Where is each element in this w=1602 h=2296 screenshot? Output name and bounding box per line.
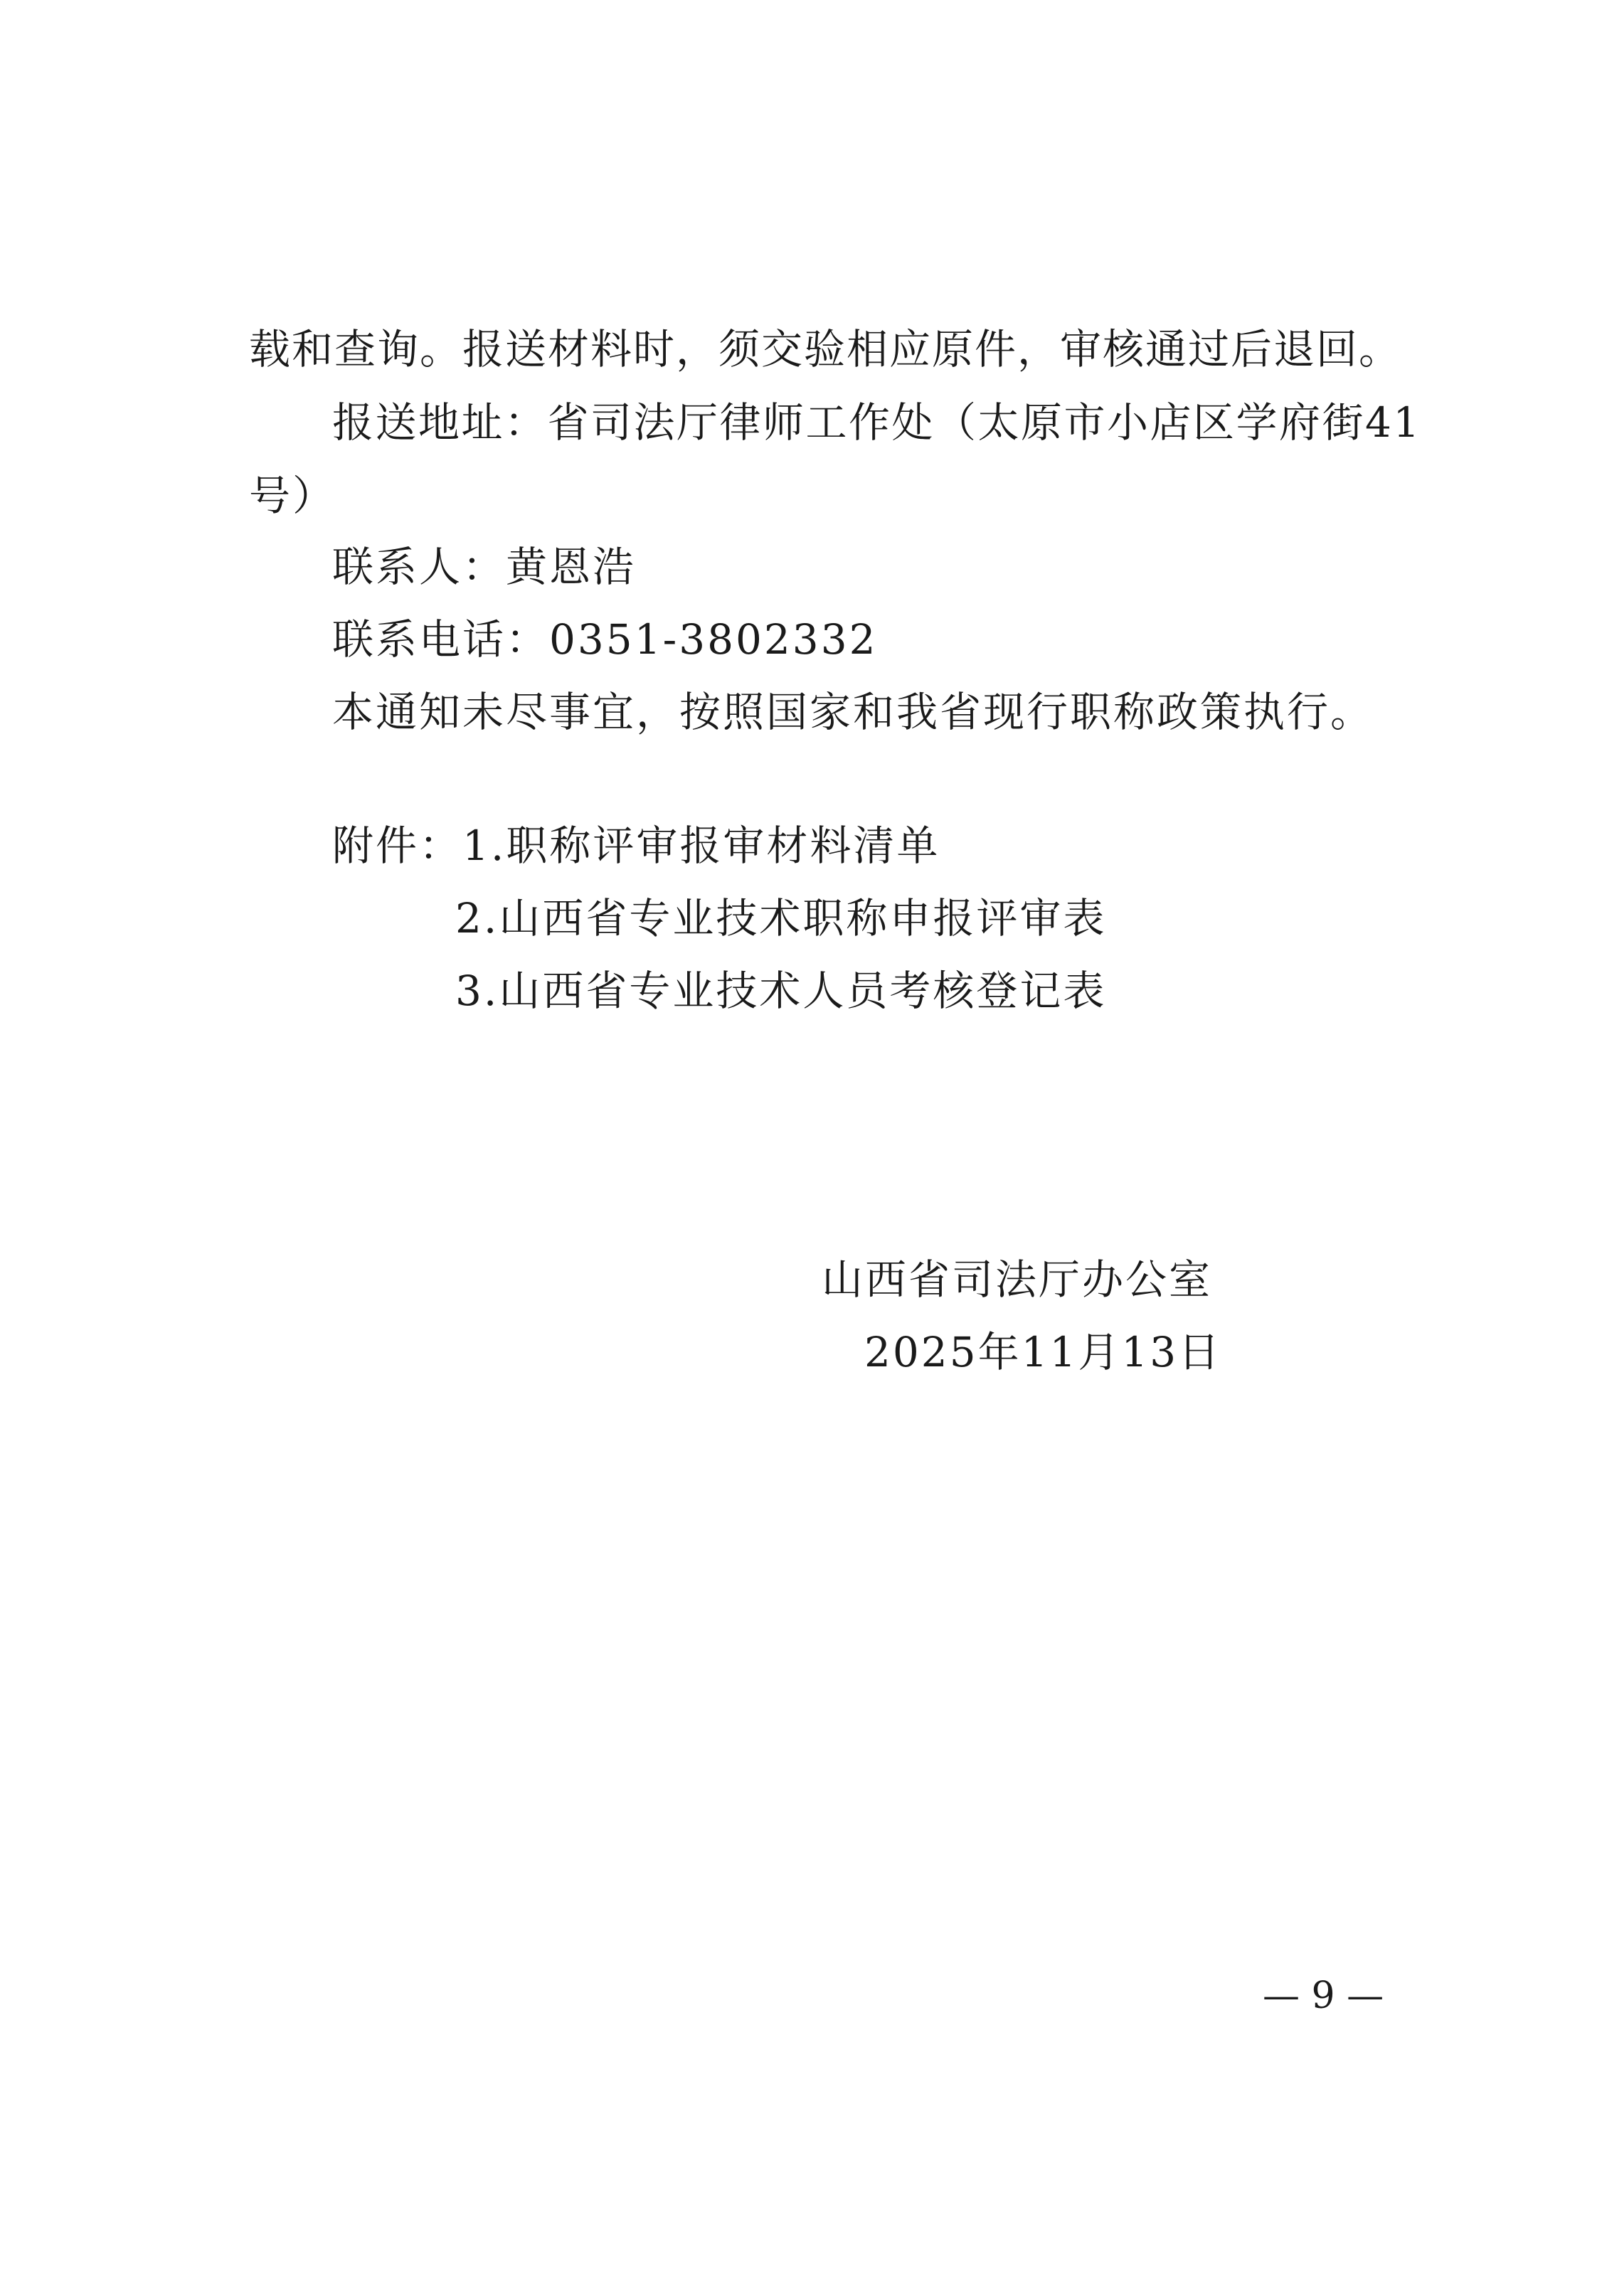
issue-date: 2025年11月13日 xyxy=(864,1328,1222,1376)
attachment-item-2: 2.山西省专业技术职称申报评审表 xyxy=(455,894,1107,942)
issuer-signature: 山西省司法厅办公室 xyxy=(822,1255,1213,1304)
contact-phone: 联系电话：0351-3802332 xyxy=(332,615,878,664)
page-number: — 9 — xyxy=(1263,1975,1384,2017)
attachment-item-1: 附件：1.职称评审报审材料清单 xyxy=(332,822,940,870)
submission-address-line: 报送地址：省司法厅律师工作处（太原市小店区学府街41 xyxy=(332,398,1421,447)
attachment-item-3: 3.山西省专业技术人员考核登记表 xyxy=(455,967,1107,1015)
contact-person: 联系人：黄恩浩 xyxy=(332,543,637,591)
submission-address-line-continued: 号） xyxy=(249,472,336,520)
closing-note: 本通知未尽事宜，按照国家和我省现行职称政策执行。 xyxy=(332,688,1374,736)
body-paragraph-continuation: 载和查询。报送材料时，须交验相应原件，审核通过后退回。 xyxy=(249,325,1402,373)
